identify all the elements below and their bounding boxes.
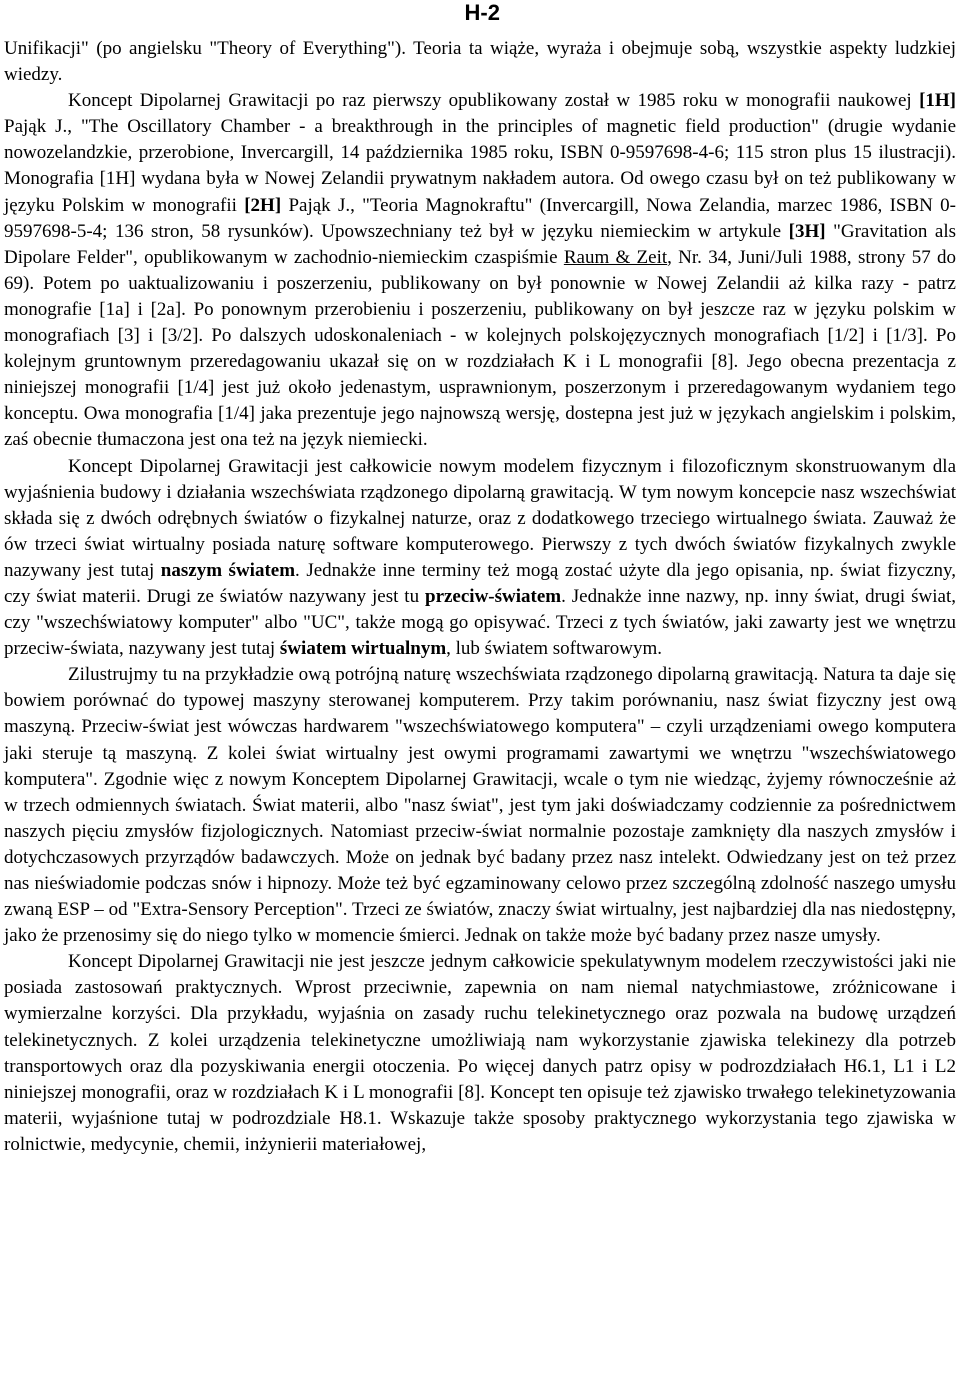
paragraph-2-text-5: , Nr. 34, Juni/Juli 1988, strony 57 do 69). Potem po uaktualizowaniu i poszerzeniu, publikowany on był ponownie w Nowej Zelandii aż kilka razy - patrz monografie [1a] i [2a]. Po ponownym przerobieniu i poszerzeniu, publikowany on był jeszcze raz w języku polskim w monografiach [3] i [3/2]. Po dalszych udoskonaleniach - w kolejnych polskojęzycznych monografiach [1/2] i [1/3]. Po kolejnym gruntownym przeredagowaniu ukazał się on w rozdziałach K i L monografii [8]. Jego obecna prezentacja z niniejszej monografii [1/4] jest już około jedenastym, usprawnionym, poszerzonym i przeredagowanym wydaniem tego konceptu. Owa monografia [1/4] jaka prezentuje jego najnowszą wersję, dostepna jest już w językach angielskim i polskim, zaś obecnie tłumaczona jest ona też na język niemiecki.	[4, 246, 956, 451]
paragraph-5	[4, 949, 956, 1158]
paragraph-2-text-2: Pająk J., "The Oscillatory Chamber - a breakthrough in the principles of magnetic field production" (drugie wydanie nowozelandzkie, przerobione, Invercargill, 14 października 1985 roku, ISBN 0-9597698-4-6; 115 stron plus 15 ilustracji). Monografia [1H] wydana była w Nowej Zelandii prywatnym nakładem autora. Od owego czasu był on też publikowany w języku Polskim w monografii	[4, 116, 956, 216]
paragraph-2-text-4: "Gravitation als Dipolare Felder", opublikowanym w zachodnio-niemieckim czaspiśmie	[4, 220, 956, 268]
reference-3h: [3H]	[788, 220, 826, 242]
paragraph-3	[4, 454, 956, 663]
document-body	[4, 36, 956, 1158]
paragraph-4-text: Zilustrujmy tu na przykładzie ową potrójną naturę wszechświata rządzonego dipolarną grawitacją. Natura ta daje się bowiem porównać do typowej maszyny sterowanej komputerem. Przy takim porównaniu, nasz świat fizyczny jest ową maszyną. Przeciw-świat jest wówczas hardwarem "wszechświatowego komputera" – czyli urządzeniami owego komputera jaki steruje tą maszyną. Z kolei świat wirtualny jest owymi programami zawartymi we wnętrzu "wszechświatowego komputera". Zgodnie więc z nowym Konceptem Dipolarnej Grawitacji, wcale o tym nie wiedząc, żyjemy równocześnie aż w trzech odmiennych światach. Świat materii, albo "nasz świat", jest tym jaki doświadczamy codziennie za pośrednictwem naszych pięciu zmysłów fizjologicznych. Natomiast przeciw-świat normalnie pozostaje zamknięty dla naszych zmysłów i dotychczasowych przyrządów badawczych. Może on jednak być badany przez nasz intelekt. Odwiedzany jest on też przez nas nieświadomie podczas snów i hipnozy. Może też być egzaminowany celowo przez szczególną zdolność naszego umysłu zwaną ESP – od "Extra-Sensory Perception". Trzeci ze światów, znaczy świat wirtualny, jest najbardziej dla nas niedostępny, jako że przenosimy się do niego tylko w momencie śmierci. Jednak on także może być badany przez nasze umysły.	[4, 664, 956, 947]
paragraph-3-text-1: Koncept Dipolarnej Grawitacji jest całkowicie nowym modelem fizycznym i filozoficznym skonstruowanym dla wyjaśnienia budowy i działania wszechświata rządzonego dipolarną grawitacją. W tym nowym koncepcie nasz wszechświat składa się z dwóch odrębnych światów o fizykalnej naturze, oraz z dodatkowego trzeciego wirtualnego świata. Zauważ że ów trzeci świat wirtualny posiada naturę software komputerowego. Pierwszy z tych dwóch światów fizykalnych zwykle nazywany jest tutaj	[4, 455, 956, 581]
page-header-label: H-2	[464, 0, 500, 25]
reference-1h: [1H]	[919, 90, 956, 112]
paragraph-3-text-2: . Jednakże inne terminy też mogą zostać użyte dla jego opisania, np. świat fizyczny, czy świat materii. Drugi ze światów nazywany jest tu	[4, 559, 956, 607]
term-swiat-wirtualny: światem wirtualnym	[279, 638, 447, 660]
journal-title: Raum & Zeit	[563, 246, 668, 268]
term-przeciw-swiat: przeciw-światem	[425, 585, 562, 607]
paragraph-1	[4, 36, 956, 88]
term-nasz-swiat: naszym światem	[160, 559, 296, 581]
paragraph-2-text-3: Pająk J., "Teoria Magnokraftu" (Invercargill, Nowa Zelandia, marzec 1986, ISBN 0-9597698-5-4; 136 stron, 58 rysunków). Upowszechniany też był w języku niemieckim w artykule	[4, 194, 956, 242]
paragraph-2	[4, 88, 956, 453]
paragraph-3-text-3: . Jednakże inne nazwy, np. inny świat, drugi świat, czy "wszechświatowy komputer" albo "UC", także mogą go opisywać. Trzeci z tych światów, jaki zawarty jest we wnętrzu przeciw-świata, nazywany jest tutaj	[4, 585, 956, 660]
paragraph-3-text-4: , lub światem softwarowym.	[446, 638, 662, 660]
reference-2h: [2H]	[244, 194, 282, 216]
paragraph-4	[4, 662, 956, 949]
paragraph-1-text: Unifikacji" (po angielsku "Theory of Everything"). Teoria ta wiąże, wyraża i obejmuje sobą, wszystkie aspekty ludzkiej wiedzy.	[4, 38, 956, 86]
paragraph-2-text-1: Koncept Dipolarnej Grawitacji po raz pierwszy opublikowany został w 1985 roku w monografii naukowej	[68, 90, 920, 112]
paragraph-5-text: Koncept Dipolarnej Grawitacji nie jest jeszcze jednym całkowicie spekulatywnym modelem rzeczywistości jaki nie posiada zastosowań praktycznych. Wprost przeciwnie, zapewnia on nam niemal natychmiastowe, zróżnicowane i wymierzalne korzyści. Dla przykładu, wyjaśnia on zasady ruchu telekinetycznego oraz pozwala na budowę urządzeń telekinetycznych. Z kolei urządzenia telekinetyczne umożliwiają nam wykorzystanie zjawiska telekinezy dla potrzeb transportowych oraz dla pozyskiwania energii otoczenia. Po więcej danych patrz opisy w podrozdziałach H6.1, L1 i L2 niniejszej monografii, oraz w rozdziałach K i L monografii [8]. Koncept ten opisuje też zjawisko trwałego telekinetyzowania materii, wyjaśnione tutaj w podrozdziale H8.1. Wskazuje także sposoby praktycznego wykorzystania tego zjawiska w rolnictwie, medycynie, chemii, inżynierii materiałowej,	[4, 951, 956, 1155]
